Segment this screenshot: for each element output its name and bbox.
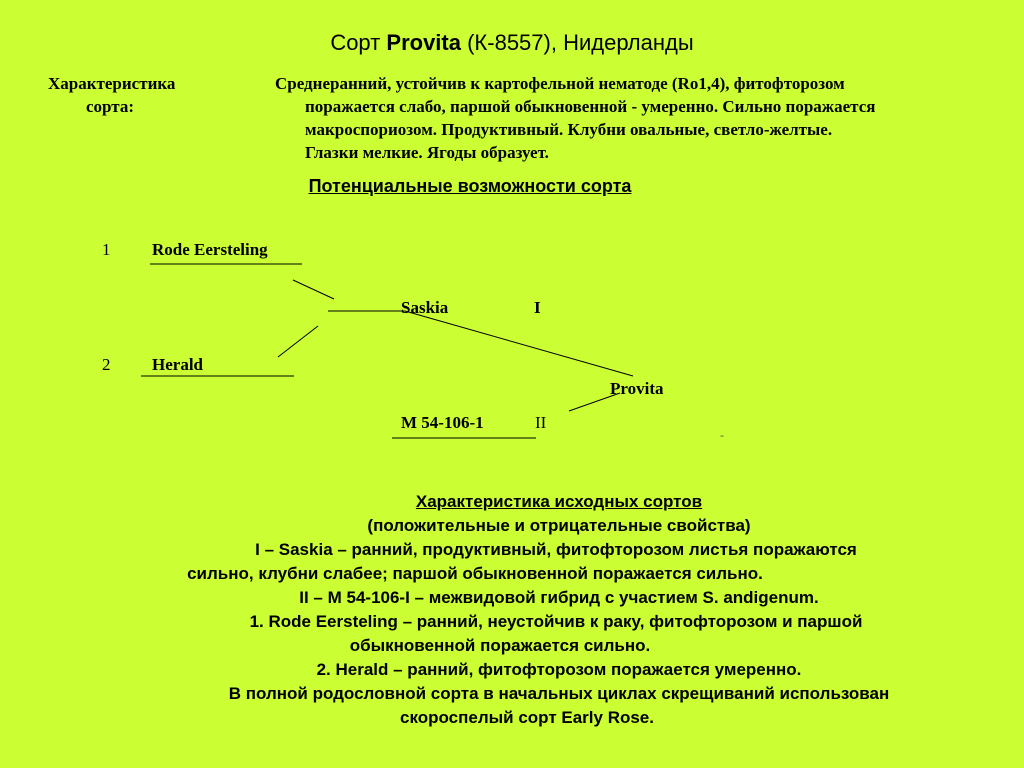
parent2-name: Herald: [152, 355, 203, 374]
original-varieties-block: [0, 490, 1024, 730]
connector-line: [405, 311, 633, 376]
cross1-mark: I: [534, 298, 541, 317]
parent1-name: Rode Eersteling: [152, 240, 268, 259]
result-name: Provita: [610, 379, 664, 398]
cross2-name: M 54-106-1: [401, 413, 484, 432]
original-varieties-line: сильно, клубни слабее; паршой обыкновенной поражается сильно.: [187, 564, 763, 583]
title-variety: Provita: [386, 30, 461, 55]
original-varieties-line: II – М 54-106-I – межвидовой гибрид с участием S. andigenum.: [299, 588, 819, 607]
original-varieties-line: обыкновенной поражается сильно.: [349, 636, 651, 655]
parent1-number: 1: [102, 240, 111, 259]
title-prefix: Сорт: [330, 30, 381, 55]
cross1-name: Saskia: [401, 298, 449, 317]
characteristic-line: поражается слабо, паршой обыкновенной - умеренно. Сильно поражается: [305, 97, 876, 116]
original-varieties-line: В полной родословной сорта в начальных циклах скрещиваний использован: [228, 684, 890, 703]
characteristic-line: Среднеранний, устойчив к картофельной нематоде (Ro1,4), фитофторозом: [275, 74, 845, 93]
characteristic-line: макроспориозом. Продуктивный. Клубни овальные, светло-желтые.: [305, 120, 833, 139]
original-varieties-line: (положительные и отрицательные свойства): [367, 516, 751, 535]
original-varieties-title: Характеристика исходных сортов: [415, 492, 703, 511]
potential-title: Потенциальные возможности сорта: [308, 176, 632, 196]
original-varieties-line: I – Saskia – ранний, продуктивный, фитофторозом листья поражаются: [255, 540, 857, 559]
cross2-mark: II: [535, 413, 547, 432]
characteristic-label-line1: Характеристика: [48, 74, 176, 93]
characteristic-line: Глазки мелкие. Ягоды образует.: [305, 143, 549, 162]
connector-line: [278, 326, 318, 357]
original-varieties-line: 2. Herald – ранний, фитофторозом поражается умеренно.: [316, 660, 802, 679]
original-varieties-line: скороспелый сорт Early Rose.: [400, 708, 654, 727]
title-suffix: (К-8557), Нидерланды: [467, 30, 694, 55]
connector-line: [293, 280, 334, 299]
characteristic-label-line2: сорта:: [86, 97, 134, 116]
parent2-number: 2: [102, 355, 111, 374]
stray-dash: -: [720, 428, 724, 442]
original-varieties-line: 1. Rode Eersteling – ранний, неустойчив к раку, фитофторозом и паршой: [249, 612, 863, 631]
